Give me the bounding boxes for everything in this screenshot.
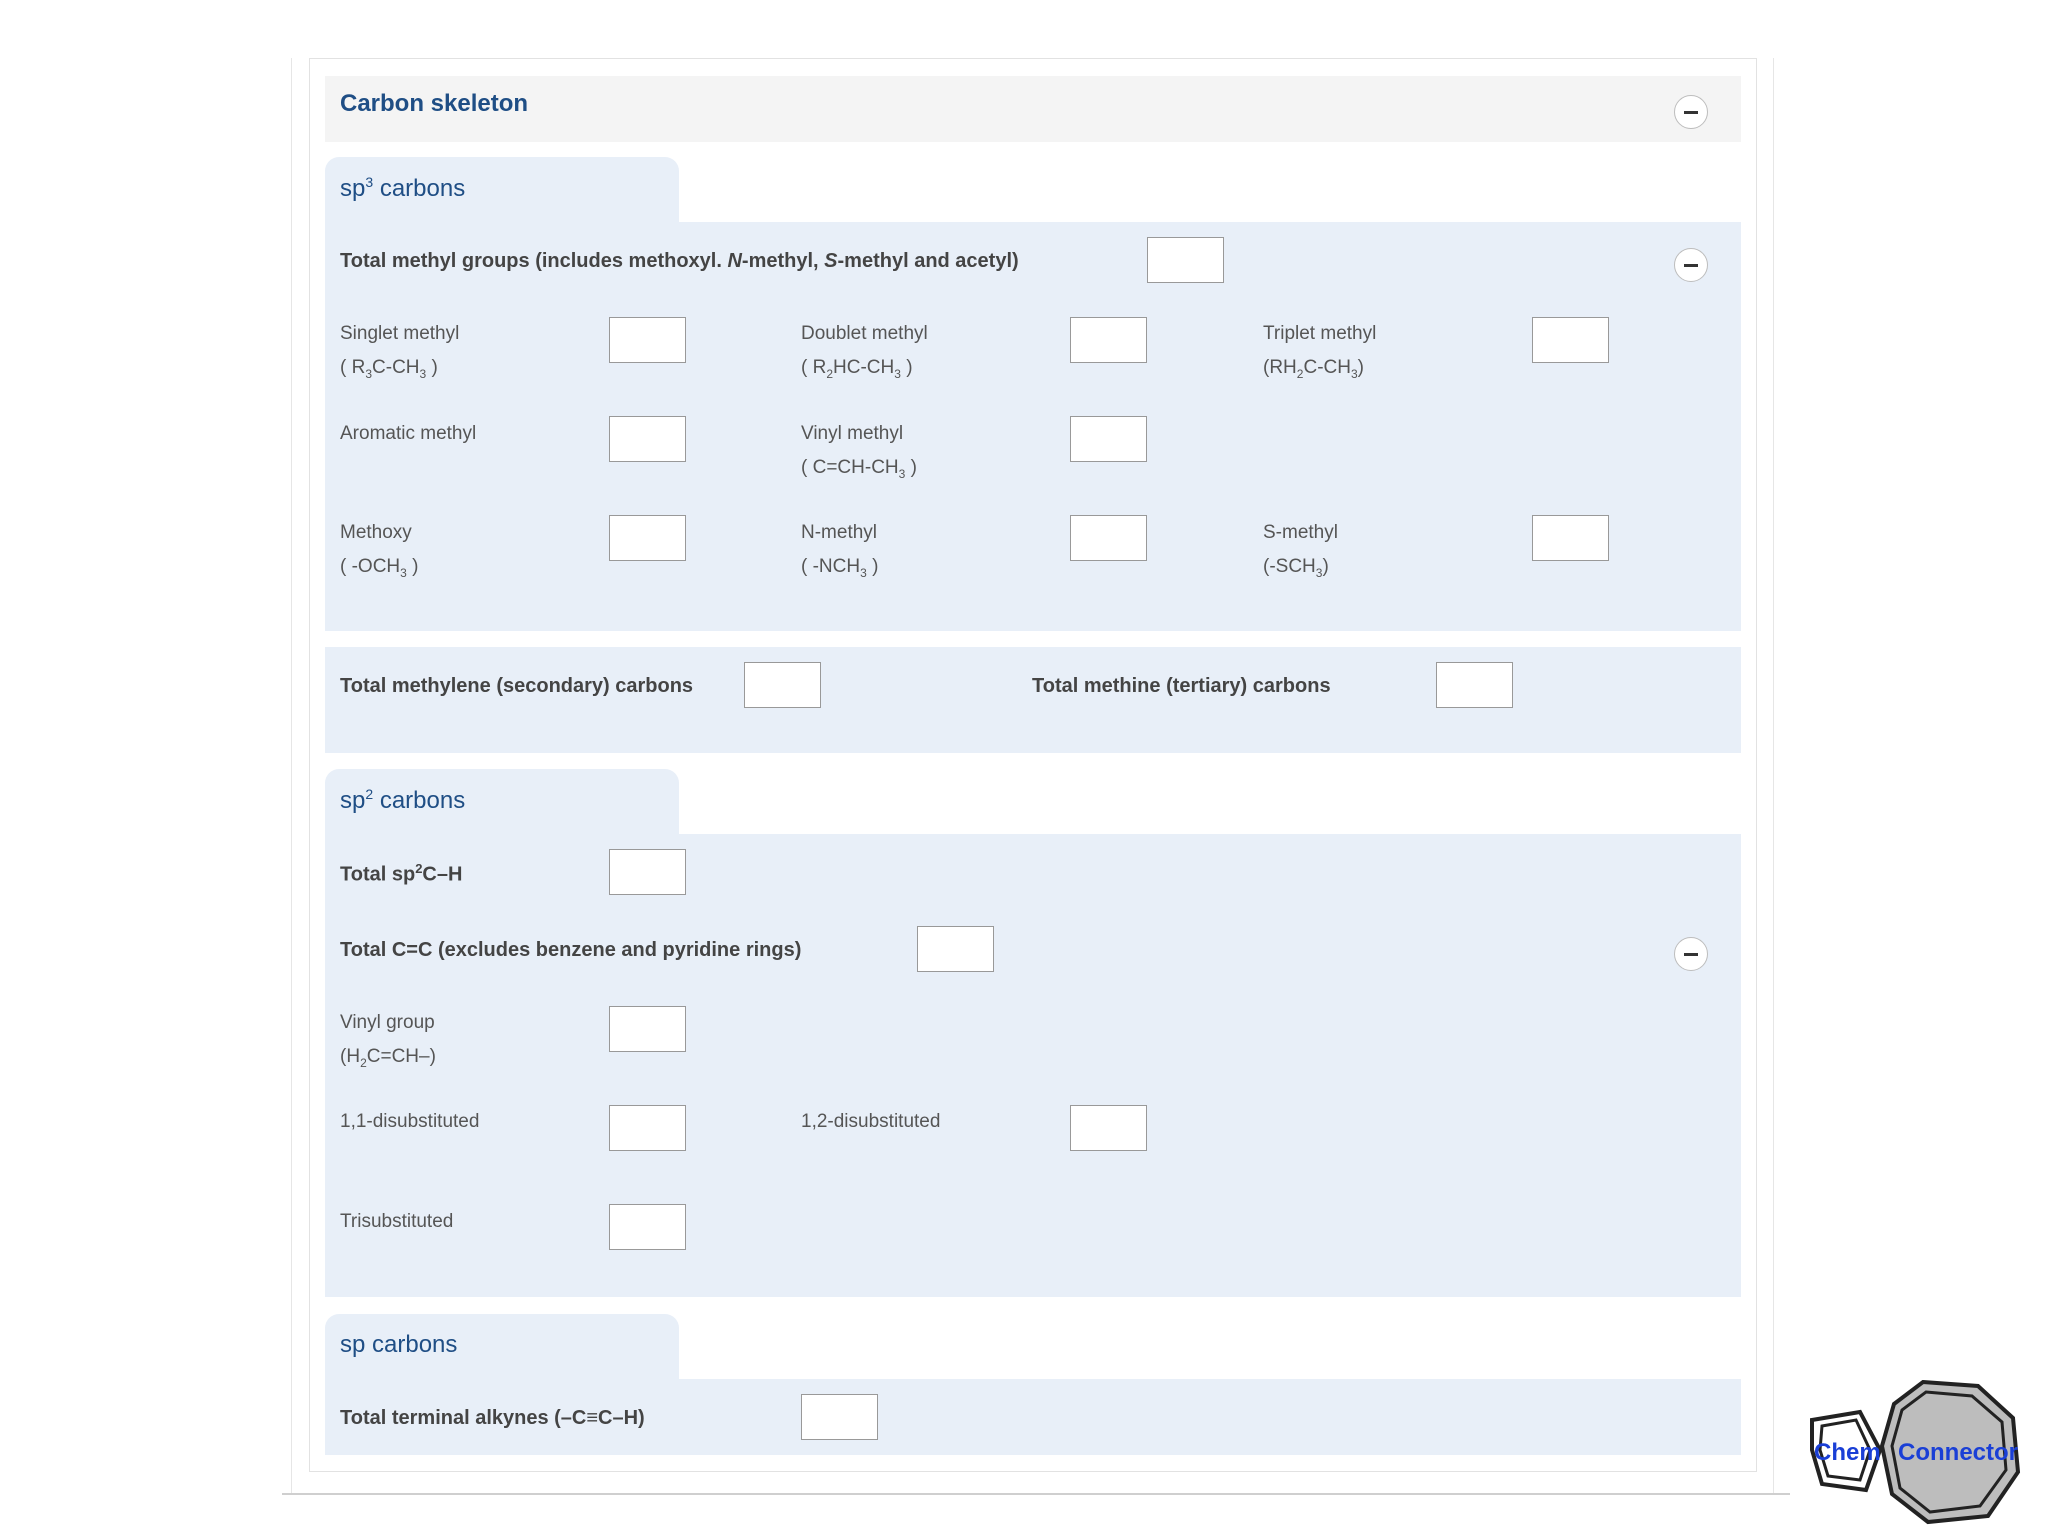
outer-frame-right — [1773, 58, 1774, 1494]
doublet-methyl-label: Doublet methyl ( $R_2HC-CH_3$ ) — [801, 323, 928, 381]
methylene-label: Total methylene (secondary) carbons — [340, 675, 694, 697]
logo-connector-text: Connector — [1898, 1439, 2018, 1466]
n-methyl-label: N-methyl ( $-NCH_3$ ) — [801, 522, 879, 580]
sp3-tab-label: $sp^3$ carbons — [340, 174, 466, 202]
terminal-alkynes-input[interactable] — [801, 1394, 878, 1440]
methine-input[interactable] — [1436, 662, 1513, 708]
methylene-methine-block — [325, 647, 1741, 753]
section-header — [325, 76, 1741, 142]
footer-divider — [282, 1493, 1790, 1495]
outer-frame-left — [291, 58, 292, 1494]
total-cc-label: Total C=C (excludes benzene and pyridine rings) — [340, 939, 802, 961]
methine-label: Total methine (tertiary) carbons — [1032, 675, 1331, 697]
total-methyl-label: Total methyl groups (includes methoxyl. N-methyl, S-methyl and acetyl) — [340, 250, 1019, 272]
sp2-tab-label: $sp^2$ carbons — [340, 786, 466, 814]
chemconnector-logo — [1808, 1376, 2024, 1526]
total-cc-input[interactable] — [917, 926, 994, 972]
methylene-input[interactable] — [744, 662, 821, 708]
disubstituted-12-label: 1,2-disubstituted — [801, 1111, 941, 1132]
vinyl-group-label: Vinyl group $(H_2C=CH-)$ — [340, 1012, 436, 1070]
s-methyl-label: S-methyl $(-SCH_3)$ — [1263, 522, 1338, 580]
section-title: Carbon skeleton — [340, 90, 529, 117]
logo-chem-text: Chem — [1814, 1439, 1881, 1466]
s-methyl-input[interactable] — [1532, 515, 1609, 561]
collapse-cc-button[interactable] — [1674, 937, 1708, 971]
total-methyl-input[interactable] — [1147, 237, 1224, 283]
triplet-methyl-input[interactable] — [1532, 317, 1609, 363]
aromatic-methyl-input[interactable] — [609, 416, 686, 462]
total-sp2-ch-input[interactable] — [609, 849, 686, 895]
disubstituted-12-input[interactable] — [1070, 1105, 1147, 1151]
sp-tab-label: sp carbons — [340, 1331, 458, 1358]
collapse-methyl-button[interactable] — [1674, 248, 1708, 282]
total-sp2-ch-label: Total $sp^2C-H$ — [340, 861, 463, 886]
minus-icon — [1684, 953, 1698, 956]
aromatic-methyl-label: Aromatic methyl — [340, 423, 477, 444]
singlet-methyl-input[interactable] — [609, 317, 686, 363]
minus-icon — [1684, 111, 1698, 114]
vinyl-group-input[interactable] — [609, 1006, 686, 1052]
vinyl-methyl-label: Vinyl methyl ( $C=CH-CH_3$ ) — [801, 423, 917, 481]
collapse-carbon-skeleton-button[interactable] — [1674, 95, 1708, 129]
methoxy-label: Methoxy ( $-OCH_3$ ) — [340, 522, 419, 580]
doublet-methyl-input[interactable] — [1070, 317, 1147, 363]
singlet-methyl-label: Singlet methyl ( $R_3C-CH_3$ ) — [340, 323, 460, 381]
vinyl-methyl-input[interactable] — [1070, 416, 1147, 462]
n-methyl-input[interactable] — [1070, 515, 1147, 561]
methoxy-input[interactable] — [609, 515, 686, 561]
disubstituted-11-label: 1,1-disubstituted — [340, 1111, 480, 1132]
terminal-alkynes-label: Total terminal alkynes (–C≡C–H) — [340, 1407, 645, 1429]
trisubstituted-label: Trisubstituted — [340, 1211, 454, 1232]
triplet-methyl-label: Triplet methyl $(RH_2C-CH_3)$ — [1263, 323, 1377, 381]
sp2-block — [325, 834, 1741, 1297]
trisubstituted-input[interactable] — [609, 1204, 686, 1250]
minus-icon — [1684, 264, 1698, 267]
methyl-groups-block — [325, 222, 1741, 631]
disubstituted-11-input[interactable] — [609, 1105, 686, 1151]
